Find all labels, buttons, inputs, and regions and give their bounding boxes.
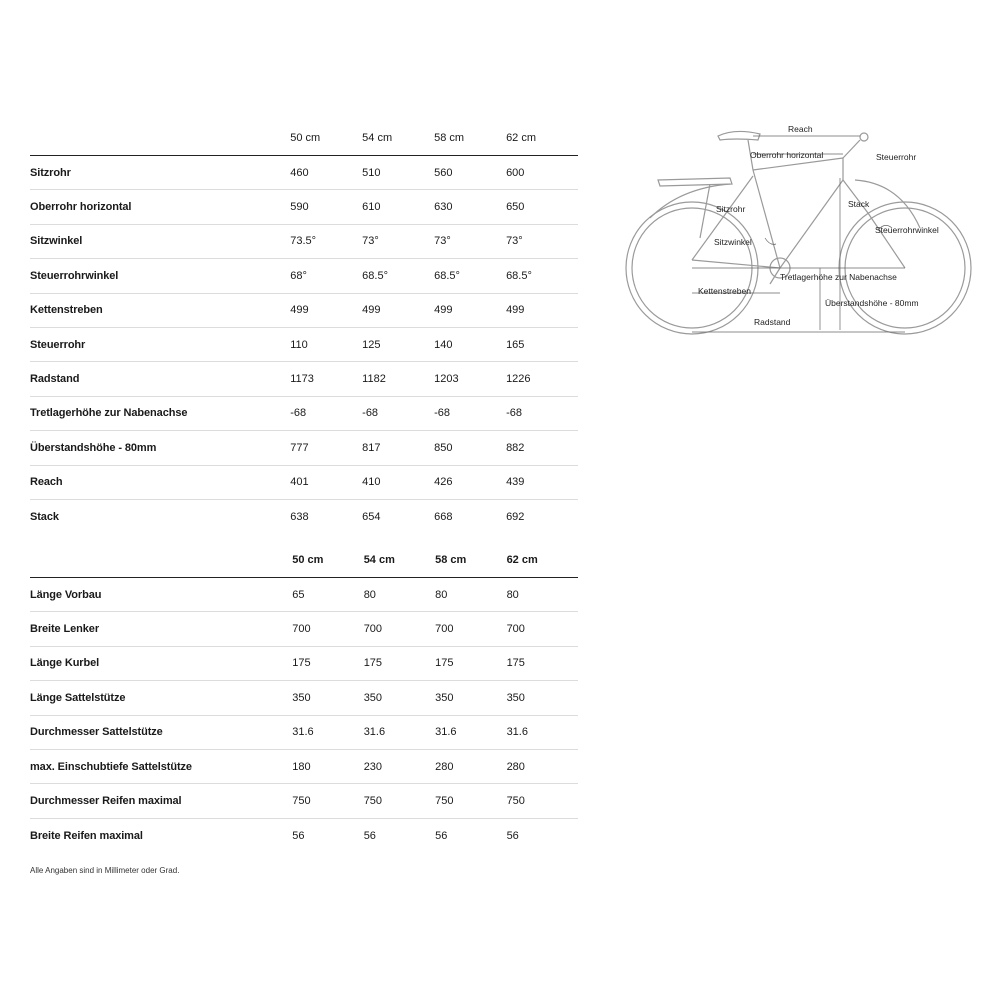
table-cell: 1173 — [290, 373, 314, 386]
row-label: Tretlagerhöhe zur Nabenachse — [30, 407, 188, 420]
diagram-label-ueberstand: Überstandshöhe - 80mm — [825, 298, 919, 308]
table-cell: 140 — [434, 338, 453, 351]
row-label: Stack — [30, 511, 59, 524]
table-cell: 31.6 — [292, 726, 314, 739]
table-cell: 700 — [435, 623, 454, 636]
table-cell: 401 — [290, 476, 309, 489]
geometry-header-row — [30, 121, 578, 156]
components-header-row — [30, 543, 578, 578]
diagram-label-steuerrohrwinkel: Steuerrohrwinkel — [875, 225, 939, 235]
table-cell: 600 — [506, 166, 525, 179]
diagram-label-tretlager: Tretlagerhöhe zur Nabenachse — [780, 272, 897, 282]
table-cell: 56 — [292, 829, 305, 842]
diagram-label-reach: Reach — [788, 124, 813, 134]
table-cell: -68 — [506, 407, 522, 420]
table-cell: 700 — [363, 623, 383, 636]
table-cell: 56 — [506, 829, 519, 842]
row-label: Oberrohr horizontal — [30, 201, 132, 214]
table-cell: -68 — [290, 407, 307, 420]
table-cell: 65 — [292, 588, 305, 601]
table-cell: 882 — [506, 441, 525, 454]
row-label: Sitzwinkel — [30, 235, 83, 248]
table-row — [30, 190, 578, 224]
components-table — [30, 543, 578, 853]
table-cell: 110 — [290, 338, 308, 351]
table-row — [30, 294, 578, 328]
table-cell: 350 — [435, 691, 454, 704]
geometry-table — [30, 121, 578, 534]
table-cell: 280 — [435, 760, 454, 773]
row-label: Länge Kurbel — [30, 657, 100, 670]
table-cell: 750 — [506, 795, 525, 808]
table-cell: 73° — [506, 235, 523, 248]
size-header: 58 cm — [435, 554, 467, 566]
row-label: Länge Vorbau — [30, 588, 102, 601]
table-cell: 68.5° — [362, 269, 388, 282]
table-row — [30, 328, 578, 362]
table-cell: 1203 — [434, 373, 459, 386]
table-row — [30, 500, 578, 534]
table-cell: 68° — [290, 269, 307, 282]
row-label: Radstand — [30, 373, 80, 386]
table-cell: 73° — [434, 235, 451, 248]
table-cell: 80 — [435, 588, 448, 601]
table-row — [30, 578, 578, 612]
size-header: 62 cm — [506, 554, 538, 566]
size-header: 62 cm — [506, 132, 537, 144]
table-row — [30, 750, 578, 784]
size-header: 54 cm — [363, 554, 395, 566]
table-cell: 610 — [362, 201, 381, 214]
table-cell: 850 — [434, 441, 453, 454]
row-label: Reach — [30, 476, 63, 489]
row-label: Durchmesser Reifen maximal — [30, 795, 182, 808]
table-cell: 175 — [363, 657, 383, 670]
table-cell: 73.5° — [290, 235, 317, 248]
row-label: Breite Lenker — [30, 623, 100, 636]
table-cell: 73° — [362, 235, 379, 248]
table-cell: 650 — [506, 201, 525, 214]
table-row — [30, 681, 578, 715]
row-label: Steuerrohr — [30, 338, 86, 351]
table-cell: 668 — [434, 511, 453, 524]
table-row — [30, 647, 578, 681]
table-cell: 750 — [435, 795, 454, 808]
table-row — [30, 466, 578, 500]
table-cell: 56 — [435, 829, 448, 842]
table-cell: 180 — [292, 760, 311, 773]
table-cell: 560 — [434, 166, 453, 179]
table-cell: 350 — [363, 691, 383, 704]
row-label: Steuerrohrwinkel — [30, 269, 119, 282]
table-cell: 350 — [292, 691, 311, 704]
table-cell: 750 — [292, 795, 311, 808]
table-cell: 499 — [434, 304, 453, 317]
row-label: Durchmesser Sattelstütze — [30, 726, 163, 739]
table-row — [30, 819, 578, 853]
diagram-label-oberrohr: Oberrohr horizontal — [750, 150, 824, 160]
table-cell: 439 — [506, 476, 525, 489]
size-header: 50 cm — [292, 554, 324, 566]
diagram-label-radstand: Radstand — [754, 317, 791, 327]
table-cell: 750 — [363, 795, 383, 808]
table-row — [30, 431, 578, 465]
footnote: Alle Angaben sind in Millimeter oder Grad. — [30, 866, 180, 875]
diagram-label-kettenstreben: Kettenstreben — [698, 286, 751, 296]
table-cell: 175 — [506, 657, 525, 670]
row-label: Länge Sattelstütze — [30, 691, 126, 704]
table-cell: 510 — [362, 166, 381, 179]
table-cell: 230 — [363, 760, 383, 773]
table-cell: 700 — [506, 623, 525, 636]
table-row — [30, 716, 578, 750]
table-cell: 68.5° — [434, 269, 460, 282]
table-cell: 280 — [506, 760, 525, 773]
table-cell: 68.5° — [506, 269, 532, 282]
table-cell: 410 — [362, 476, 381, 489]
table-cell: 31.6 — [363, 726, 386, 739]
diagram-label-stack: Stack — [848, 199, 870, 209]
table-row — [30, 156, 578, 190]
size-header: 50 cm — [290, 132, 321, 144]
size-header: 54 cm — [362, 132, 393, 144]
table-row — [30, 259, 578, 293]
table-cell: 638 — [290, 511, 309, 524]
table-cell: -68 — [362, 407, 379, 420]
diagram-label-steuerrohr: Steuerrohr — [876, 152, 917, 162]
table-cell: 777 — [290, 441, 309, 454]
table-cell: 499 — [506, 304, 525, 317]
bike-geometry-diagram — [620, 118, 980, 340]
table-cell: 175 — [292, 657, 311, 670]
table-row — [30, 362, 578, 396]
table-cell: 590 — [290, 201, 309, 214]
table-cell: 654 — [362, 511, 381, 524]
table-row — [30, 612, 578, 646]
table-cell: 80 — [506, 588, 519, 601]
table-cell: 499 — [362, 304, 381, 317]
table-cell: 692 — [506, 511, 525, 524]
row-label: Sitzrohr — [30, 166, 71, 179]
row-label: Kettenstreben — [30, 304, 103, 317]
table-cell: 817 — [362, 441, 381, 454]
table-cell: 80 — [363, 588, 376, 601]
table-cell: 1182 — [362, 373, 386, 386]
table-cell: 31.6 — [435, 726, 457, 739]
row-label: Überstandshöhe - 80mm — [30, 441, 157, 454]
diagram-label-sitzwinkel: Sitzwinkel — [714, 237, 752, 247]
table-cell: 426 — [434, 476, 453, 489]
table-row — [30, 397, 578, 431]
row-label: Breite Reifen maximal — [30, 829, 143, 842]
table-cell: 350 — [506, 691, 525, 704]
table-cell: 460 — [290, 166, 309, 179]
table-row — [30, 784, 578, 818]
table-cell: 630 — [434, 201, 453, 214]
table-cell: 56 — [363, 829, 376, 842]
table-cell: 125 — [362, 338, 381, 351]
table-cell: 499 — [290, 304, 309, 317]
table-cell: -68 — [434, 407, 451, 420]
row-label: max. Einschubtiefe Sattelstütze — [30, 760, 192, 773]
table-cell: 700 — [292, 623, 311, 636]
table-row — [30, 225, 578, 259]
table-cell: 165 — [506, 338, 525, 351]
diagram-label-sitzrohr: Sitzrohr — [716, 204, 746, 214]
table-cell: 1226 — [506, 373, 531, 386]
table-cell: 175 — [435, 657, 454, 670]
table-cell: 31.6 — [506, 726, 528, 739]
size-header: 58 cm — [434, 132, 465, 144]
